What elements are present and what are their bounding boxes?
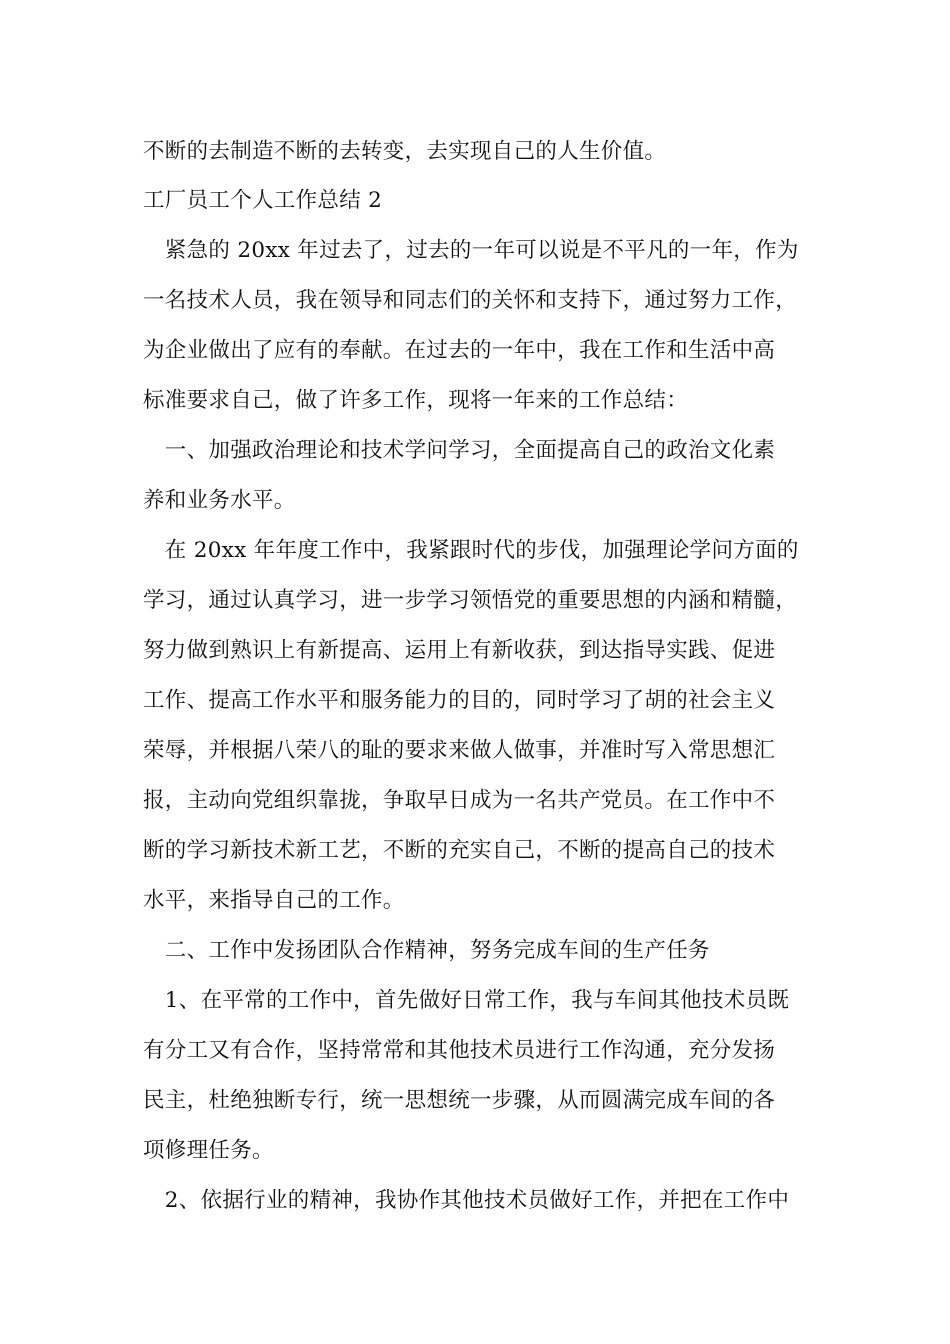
text-line: 工作、提高工作水平和服务能力的目的，同时学习了胡的社会主义 [143, 688, 776, 713]
section-heading: 工厂员工个人工作总结 2 [143, 188, 383, 213]
text-line: 养和业务水平。 [143, 488, 296, 513]
text-line: 有分工又有合作，坚持常常和其他技术员进行工作沟通，充分发扬 [143, 1038, 776, 1063]
text-line: 不断的去制造不断的去转变，去实现自己的人生价值。 [143, 139, 667, 164]
text-line: 在 20xx 年年度工作中，我紧跟时代的步伐，加强理论学问方面的 [143, 538, 799, 563]
text-line: 为企业做出了应有的奉献。在过去的一年中，我在工作和生活中高 [143, 338, 776, 363]
text-line: 报，主动向党组织靠拢，争取早日成为一名共产党员。在工作中不 [143, 788, 776, 813]
text-line: 一名技术人员，我在领导和同志们的关怀和支持下，通过努力工作， [143, 288, 798, 313]
text-line: 标准要求自己，做了许多工作，现将一年来的工作总结： [143, 388, 689, 413]
text-line: 1、在平常的工作中，首先做好日常工作，我与车间其他技术员既 [143, 988, 790, 1013]
text-line: 努力做到熟识上有新提高、运用上有新收获，到达指导实践、促进 [143, 638, 776, 663]
text-line: 学习，通过认真学习，进一步学习领悟党的重要思想的内涵和精髓， [143, 588, 798, 613]
text-line: 二、工作中发扬团队合作精神，努务完成车间的生产任务 [143, 938, 710, 963]
text-line: 荣辱，并根据八荣八的耻的要求来做人做事，并准时写入常思想汇 [143, 738, 776, 763]
text-line: 断的学习新技术新工艺，不断的充实自己，不断的提高自己的技术 [143, 838, 776, 863]
text-line: 一、加强政治理论和技术学问学习，全面提高自己的政治文化素 [143, 438, 776, 463]
text-line: 项修理任务。 [143, 1138, 274, 1163]
text-line: 民主，杜绝独断专行，统一思想统一步骤，从而圆满完成车间的各 [143, 1088, 776, 1113]
text-line: 2、依据行业的精神，我协作其他技术员做好工作，并把在工作中 [143, 1188, 790, 1213]
text-line: 水平，来指导自己的工作。 [143, 888, 405, 913]
text-line: 紧急的 20xx 年过去了，过去的一年可以说是不平凡的一年，作为 [143, 238, 799, 263]
